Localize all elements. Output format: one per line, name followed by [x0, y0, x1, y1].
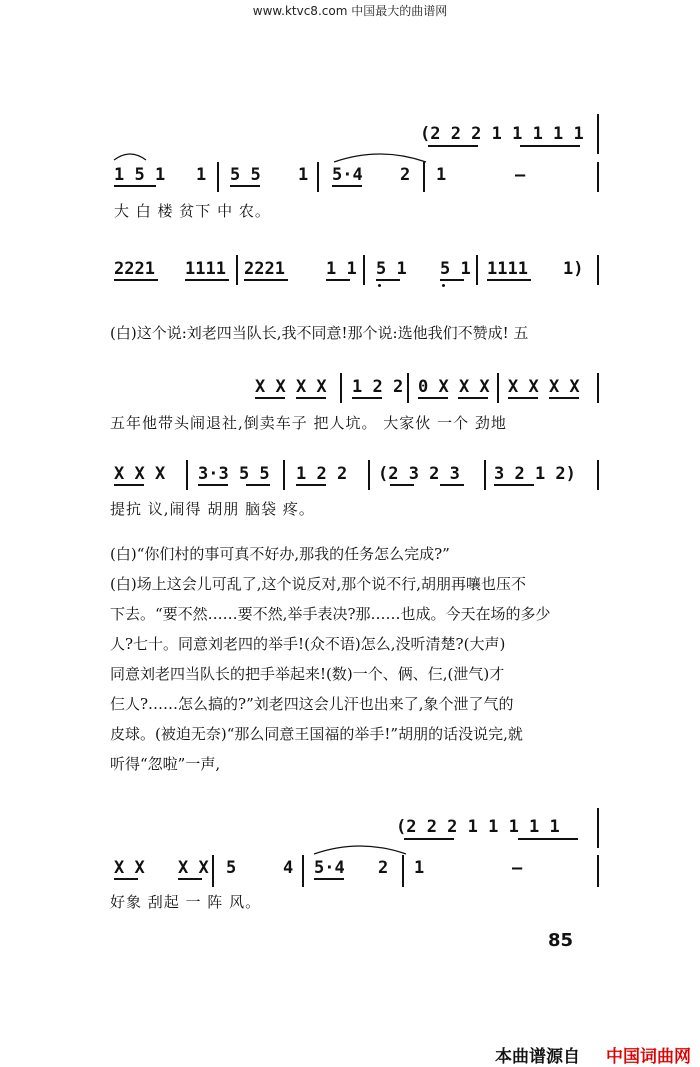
note-group: X X X — [114, 464, 166, 484]
slur — [110, 148, 150, 162]
note-group: 4 — [283, 858, 294, 878]
note-group: X X — [178, 858, 209, 878]
prose-line: 听得“忽啦”一声, — [110, 755, 221, 773]
note-group: 1 5 1 — [114, 165, 166, 185]
note-group: 5 — [226, 858, 237, 878]
note-group: 3·3 5 5 — [198, 464, 270, 484]
prose-line: (白)场上这会儿可乱了,这个说反对,那个说不行,胡朋再嚷也压不 — [110, 575, 527, 593]
note-group: 5 1 — [440, 259, 471, 279]
note-group: 5 5 — [230, 165, 261, 185]
footer-source-label: 本曲谱源自 — [495, 1047, 580, 1067]
note-group: 5·4 — [332, 165, 363, 185]
footer-site-link[interactable]: 中国词曲网 — [606, 1047, 691, 1067]
lyrics-line: 大 白 楼 贫下 中 农。 — [114, 202, 271, 220]
note-group: X X — [114, 858, 145, 878]
slur — [330, 146, 430, 164]
note-group: 5 1 — [376, 259, 407, 279]
dialogue-paragraph: (白)这个说:刘老四当队长,我不同意!那个说:选他我们不赞成! 五 — [110, 324, 529, 342]
note-group: 2 — [400, 165, 411, 185]
note-group: 3 2 1 2) — [494, 464, 576, 484]
lyrics-line: 提抗 议,闹得 胡朋 脑袋 疼。 — [110, 500, 315, 518]
note-group: 1 — [196, 165, 207, 185]
prose-line: 同意刘老四当队长的把手举起来!(数)一个、俩、仨,(泄气)才 — [110, 665, 505, 683]
note-group: — — [515, 165, 526, 185]
note-group: 0 X X X — [418, 377, 490, 397]
note-group: 1111 — [487, 259, 528, 279]
prose-line: 下去。“要不然……要不然,举手表决?那……也成。今天在场的多少 — [110, 605, 551, 623]
note-group: (2 3 2 3 — [378, 464, 460, 484]
note-group: X X X X — [508, 377, 580, 397]
note-group: 1 — [414, 858, 425, 878]
note-group: 1111 — [185, 259, 226, 279]
site-header: www.ktvc8.com 中国最大的曲谱网 — [252, 4, 448, 18]
prose-line: 仨人?……怎么搞的?”刘老四这会儿汗也出来了,象个泄了气的 — [110, 695, 514, 713]
note-group: 1 1 — [326, 259, 357, 279]
note-group: 5·4 — [314, 858, 345, 878]
note-group: 1 — [436, 165, 447, 185]
note-group: — — [512, 858, 523, 878]
lyrics-line: 好象 刮起 一 阵 风。 — [110, 893, 262, 911]
intro-phrase: (2 2 2 1 1 1 1 1 — [420, 124, 584, 144]
page-number: 85 — [548, 930, 574, 951]
note-group: 2221 — [244, 259, 285, 279]
intro-phrase: (2 2 2 1 1 1 1 1 — [396, 817, 560, 837]
lyrics-line: 五年他带头闹退社,倒卖车子 把人坑。 大家伙 一个 劲地 — [110, 414, 507, 432]
footer — [495, 1042, 691, 1067]
prose-line: 皮球。(被迫无奈)“那么同意王国福的举手!”胡朋的话没说完,就 — [110, 725, 523, 743]
note-group: 1) — [563, 259, 584, 279]
note-group: 1 2 2 — [296, 464, 348, 484]
note-group: 1 2 2 — [352, 377, 404, 397]
note-group: X X X X — [255, 377, 327, 397]
note-group: 2 — [378, 858, 389, 878]
note-group: 2221 — [114, 259, 155, 279]
note-group: 1 — [298, 165, 309, 185]
slur — [310, 838, 410, 856]
prose-line: 人?七十。同意刘老四的举手!(众不语)怎么,没听清楚?(大声) — [110, 635, 506, 653]
prose-line: (白)“你们村的事可真不好办,那我的任务怎么完成?” — [110, 545, 450, 563]
